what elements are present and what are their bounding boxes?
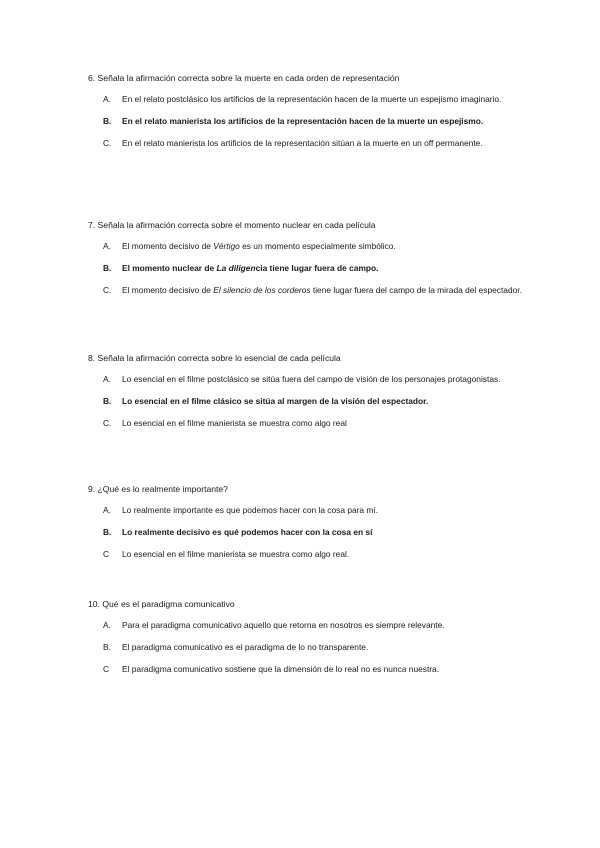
option-c[interactable] — [88, 548, 530, 561]
option-letter: B. — [103, 642, 111, 652]
option-a[interactable] — [88, 373, 530, 386]
option-c[interactable] — [88, 137, 530, 150]
option-text-before: El momento decisivo de — [122, 285, 214, 295]
option-a[interactable] — [88, 93, 530, 106]
option-b[interactable] — [88, 526, 530, 539]
option-text: El paradigma comunicativo es el paradigma de lo no transparente. — [122, 642, 369, 652]
option-b[interactable] — [88, 115, 530, 128]
option-text: En el relato manierista los artificios de la representación hacen de la muerte un espejismo. — [122, 116, 484, 126]
option-c[interactable] — [88, 284, 530, 297]
question-6 — [88, 72, 528, 150]
question-title: 6. Señala la afirmación correcta sobre la muerte en cada orden de representación — [88, 73, 400, 83]
option-letter: C — [103, 664, 110, 674]
option-letter: B. — [103, 396, 112, 406]
option-text: Lo realmente importante es que podemos hacer con la cosa para mí. — [122, 505, 379, 515]
option-text: El paradigma comunicativo sostiene que la dimensión de lo real no es nunca nuestra. — [122, 664, 440, 674]
film-title: La diligen — [216, 263, 256, 273]
option-a[interactable] — [88, 504, 530, 517]
option-text: En el relato manierista los artificios de la representación sitúan a la muerte en un off permanente. — [122, 138, 483, 148]
question-title: 7. Señala la afirmación correcta sobre el momento nuclear en cada película — [88, 220, 376, 230]
question-10 — [88, 598, 528, 676]
option-text: Lo esencial en el filme manierista se muestra como algo real. — [122, 549, 350, 559]
option-letter: C. — [103, 138, 112, 148]
option-a[interactable] — [88, 619, 530, 632]
option-text-before: El momento decisivo de — [122, 241, 214, 251]
option-letter: A. — [103, 374, 111, 384]
question-title: 8. Señala la afirmación correcta sobre lo esencial de cada película — [88, 353, 341, 363]
option-a[interactable] — [88, 240, 530, 253]
option-b[interactable] — [88, 262, 530, 275]
question-7 — [88, 219, 528, 297]
film-title: Vértigo — [213, 241, 240, 251]
option-c[interactable] — [88, 663, 530, 676]
question-title: 9. ¿Qué es lo realmente importante? — [88, 484, 228, 494]
option-text-after: tiene lugar fuera del campo de la mirada del espectador. — [310, 285, 522, 295]
option-letter: A. — [103, 620, 111, 630]
question-8 — [88, 352, 528, 430]
option-letter: B. — [103, 527, 112, 537]
option-text-after: cia tiene lugar fuera de campo. — [255, 263, 379, 273]
option-letter: B. — [103, 116, 112, 126]
option-text-after: es un momento especialmente simbólico. — [239, 241, 396, 251]
option-text: En el relato postclásico los artificios de la representación hacen de la muerte un espejismo imaginario. — [122, 94, 502, 104]
option-letter: A. — [103, 505, 111, 515]
option-text: Lo esencial en el filme clásico se sitúa al margen de la visión del espectador. — [122, 396, 429, 406]
option-letter: A. — [103, 241, 111, 251]
question-9 — [88, 483, 528, 561]
option-text: Para el paradigma comunicativo aquello que retorna en nosotros es siempre relevante. — [122, 620, 445, 630]
option-text: Lo esencial en el filme postclásico se sitúa fuera del campo de visión de los personajes protagonistas. — [122, 374, 501, 384]
option-letter: A. — [103, 94, 111, 104]
option-c[interactable] — [88, 417, 530, 430]
option-text: Lo esencial en el filme manierista se muestra como algo real — [122, 418, 347, 428]
option-letter: B. — [103, 263, 112, 273]
option-text: Lo realmente decisivo es qué podemos hacer con la cosa en sí — [122, 527, 373, 537]
option-letter: C. — [103, 418, 112, 428]
question-title: 10. Qué es el paradigma comunicativo — [88, 599, 235, 609]
option-b[interactable] — [88, 395, 530, 408]
option-b[interactable] — [88, 641, 530, 654]
option-letter: C. — [103, 285, 112, 295]
option-text-before: El momento nuclear de — [122, 263, 217, 273]
film-title: El silencio de los corderos — [213, 285, 311, 295]
option-letter: C — [103, 549, 110, 559]
